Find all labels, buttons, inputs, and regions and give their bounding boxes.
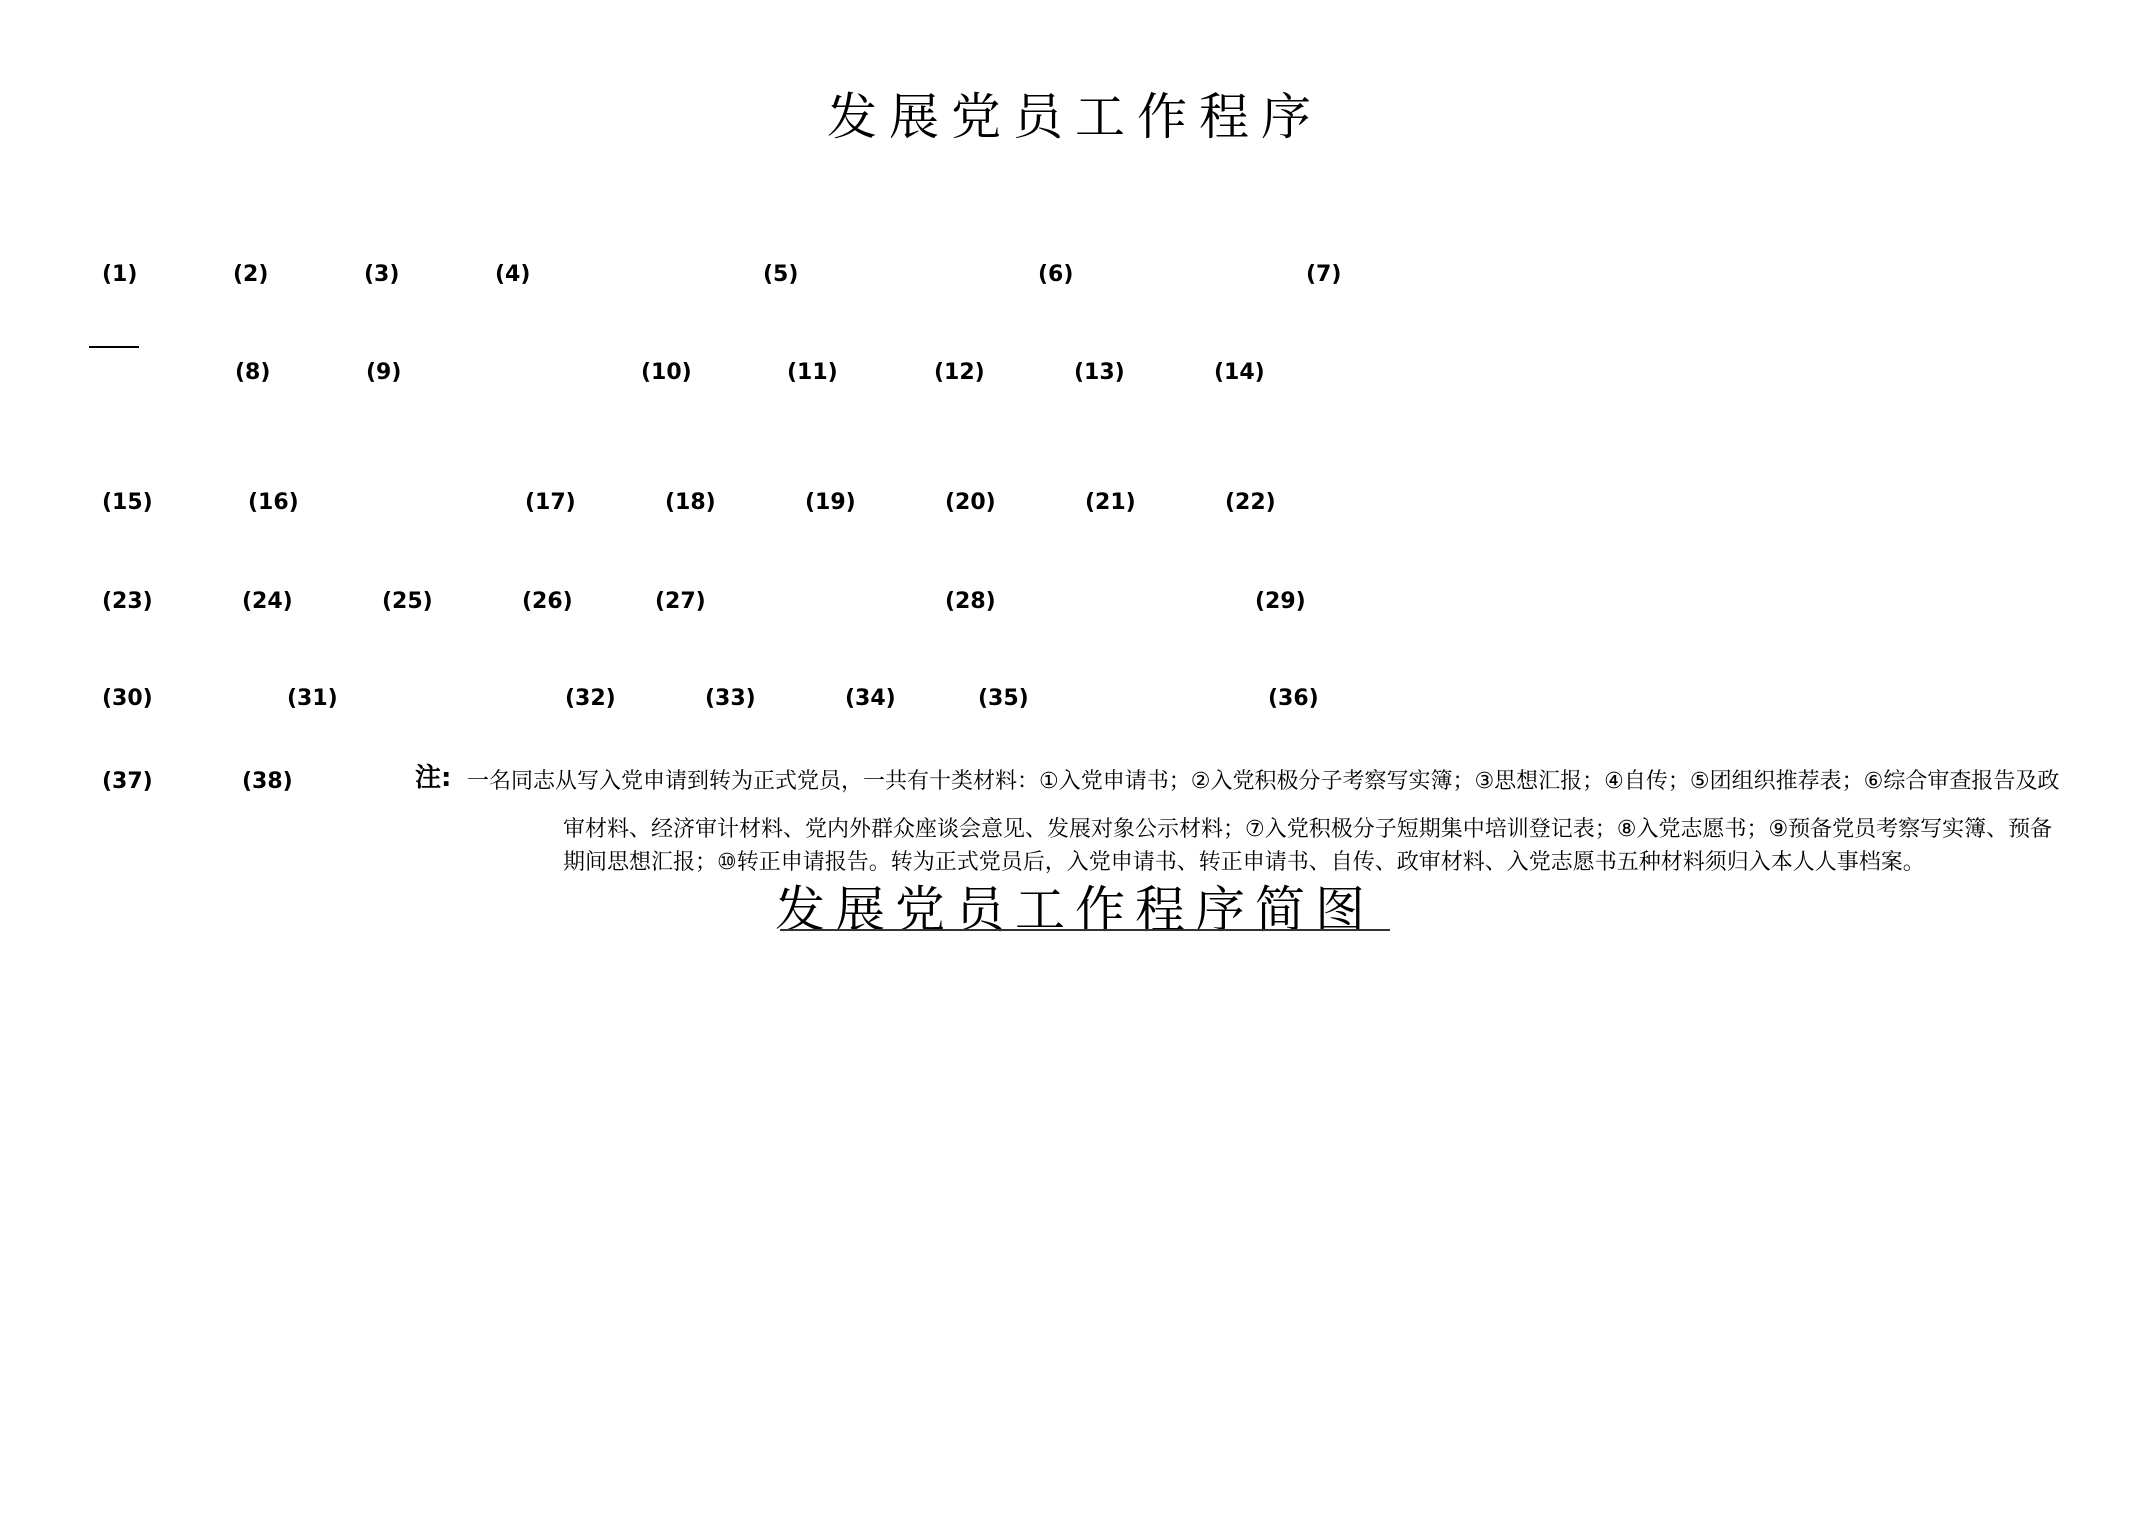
- step-6: (6): [1038, 262, 1074, 287]
- step-9: (9): [366, 360, 402, 385]
- step-38: (38): [242, 769, 293, 794]
- step-20: (20): [945, 490, 996, 515]
- step-18: (18): [665, 490, 716, 515]
- step-26: (26): [522, 589, 573, 614]
- step-32: (32): [565, 686, 616, 711]
- note-line-1: 一名同志从写入党申请到转为正式党员，一共有十类材料：①入党申请书；②入党积极分子考察写实簿；③思想汇报；④自传；⑤团组织推荐表；⑥综合审查报告及政: [467, 769, 2060, 794]
- step-35: (35): [978, 686, 1029, 711]
- step-36: (36): [1268, 686, 1319, 711]
- step-25: (25): [382, 589, 433, 614]
- step-11: (11): [787, 360, 838, 385]
- step-21: (21): [1085, 490, 1136, 515]
- step-12: (12): [934, 360, 985, 385]
- step-15: (15): [102, 490, 153, 515]
- step-28: (28): [945, 589, 996, 614]
- note-label: 注:: [415, 763, 452, 793]
- document-title: 发展党员工作程序: [827, 88, 1323, 146]
- step-4: (4): [495, 262, 531, 287]
- diagram-subtitle: 发展党员工作程序简图: [775, 881, 1375, 939]
- step-17: (17): [525, 490, 576, 515]
- step-1: (1): [102, 262, 138, 287]
- step-29: (29): [1255, 589, 1306, 614]
- step-13: (13): [1074, 360, 1125, 385]
- step-33: (33): [705, 686, 756, 711]
- step-10: (10): [641, 360, 692, 385]
- step-27: (27): [655, 589, 706, 614]
- step-7: (7): [1306, 262, 1342, 287]
- step-5: (5): [763, 262, 799, 287]
- step-2: (2): [233, 262, 269, 287]
- step-31: (31): [287, 686, 338, 711]
- step-30: (30): [102, 686, 153, 711]
- step-23: (23): [102, 589, 153, 614]
- step-37: (37): [102, 769, 153, 794]
- subtitle-underline: [780, 929, 1390, 931]
- step-8: (8): [235, 360, 271, 385]
- note-line-2: 审材料、经济审计材料、党内外群众座谈会意见、发展对象公示材料；⑦入党积极分子短期集中培训登记表；⑧入党志愿书；⑨预备党员考察写实簿、预备: [563, 817, 2053, 842]
- step-34: (34): [845, 686, 896, 711]
- step-22: (22): [1225, 490, 1276, 515]
- step-3: (3): [364, 262, 400, 287]
- connector-line: [89, 346, 139, 348]
- note-line-3: 期间思想汇报；⑩转正申请报告。转为正式党员后，入党申请书、转正申请书、自传、政审材料、入党志愿书五种材料须归入本人人事档案。: [563, 850, 1925, 875]
- step-19: (19): [805, 490, 856, 515]
- step-14: (14): [1214, 360, 1265, 385]
- step-16: (16): [248, 490, 299, 515]
- step-24: (24): [242, 589, 293, 614]
